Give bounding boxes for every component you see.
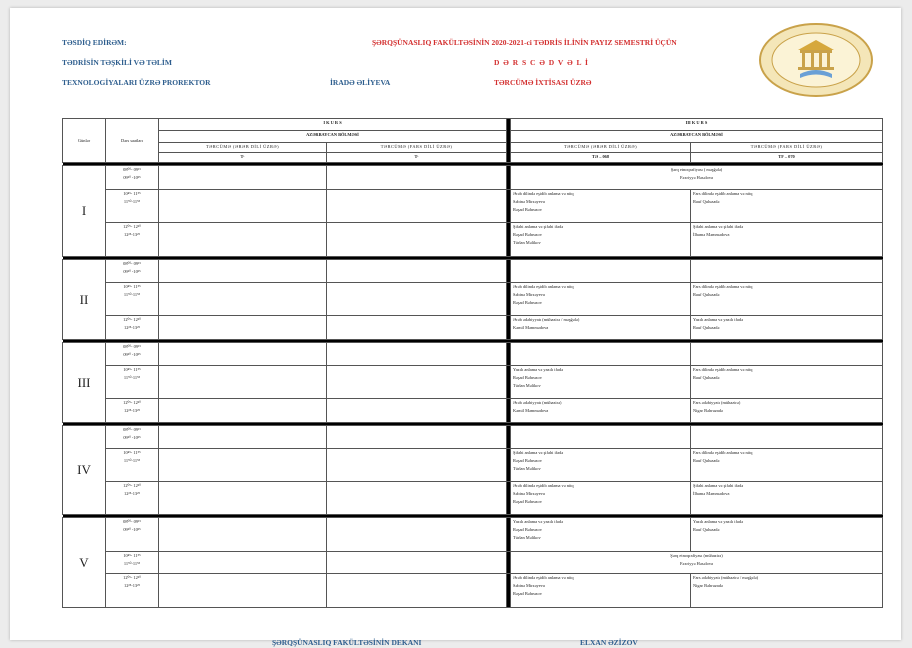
course3-fars-cell [691, 283, 883, 316]
course3-fars-cell [691, 343, 883, 366]
cell-line: Nigar Bəhruzadə [693, 583, 723, 588]
cell-line: Şərq etnoqrafiyası ( məşğələ) [670, 167, 723, 172]
course3-merged-cell [511, 552, 883, 574]
cell-line: Şərq etnoqrafiyası (mühazirə) [670, 553, 723, 558]
schedule-subtitle: D Ə R S C Ə D V Ə L İ [494, 58, 589, 67]
time-slot [106, 552, 159, 574]
cell-line: Səbinə Mirzəyeva [513, 199, 545, 204]
course3-merged-cell [511, 166, 883, 190]
group-code: TƏ – 068 [511, 153, 691, 163]
org-line: TƏDRİSİN TƏŞKİLİ VƏ TƏLİM [62, 58, 172, 67]
course1-fars-cell [327, 399, 507, 423]
cell-line: Fars dilində eşidib anlama və nitq [693, 284, 753, 289]
time-end: 12²⁵-13²⁵ [124, 583, 140, 588]
course1-fars-cell [327, 223, 507, 257]
cell-line: Rəşad Bəhruzov [513, 527, 542, 532]
cell-line: Fars ədəbiyyatı (mühazirə / məşğələ) [693, 575, 759, 580]
cell-line: İlhamə Məmmədova [693, 232, 730, 237]
course1-fars-cell [327, 552, 507, 574]
time-start: 12⁰⁵- 12²⁰ [123, 483, 141, 488]
course3-arab-cell [511, 316, 691, 340]
cell-line: Fars dilində eşidib anlama və nitq [693, 191, 753, 196]
table-row [63, 449, 883, 482]
table-row [63, 343, 883, 366]
cell-line: Rəşad Bəhruzov [513, 458, 542, 463]
course-1-header: I K U R S [159, 119, 507, 131]
time-start: 12⁰⁵- 12²⁰ [123, 224, 141, 229]
specialty-header: TƏRCÜMƏ (FARS DİLİ ÜZRƏ) [327, 143, 507, 153]
cell-line: Kəmil Məmmədova [513, 408, 549, 413]
course3-fars-cell [691, 574, 883, 608]
time-end: 12²⁵-13²⁵ [124, 232, 140, 237]
cell-line: Rauf Quluzadə [693, 458, 720, 463]
course1-arab-cell [159, 552, 327, 574]
time-end: 11⁵⁰-11⁵⁵ [123, 292, 141, 297]
cell-line: Türlan Məlikov [513, 535, 541, 540]
course-3-header: III K U R S [511, 119, 883, 131]
cell-line: Yazılı anlama və yazılı ifadə [513, 519, 564, 524]
specialty-header: TƏRCÜMƏ (FARS DİLİ ÜZRƏ) [691, 143, 883, 153]
cell-line: Fəxriyyə Həsəlova [679, 561, 714, 566]
cell-line: Ərəb dilində eşidib anlama və nitq [513, 191, 574, 196]
time-slot [106, 316, 159, 340]
group-code: T- [159, 153, 327, 163]
time-slot [106, 223, 159, 257]
cell-line: Fars dilində eşidib anlama və nitq [693, 367, 753, 372]
course3-fars-cell [691, 260, 883, 283]
course1-fars-cell [327, 166, 507, 190]
time-end: 11⁵⁰-11⁵⁵ [123, 375, 141, 380]
cell-line: Rauf Quluzadə [693, 199, 720, 204]
schedule-title: ŞƏRQŞÜNASLIQ FAKÜLTƏSİNİN 2020-2021-ci TƏDRİS İLİNİN PAYIZ SEMESTRİ ÜÇÜN [372, 38, 677, 47]
course1-fars-cell [327, 316, 507, 340]
course3-fars-cell [691, 449, 883, 482]
course3-fars-cell [691, 482, 883, 515]
time-start: 08⁰⁰- 09¹⁵ [123, 167, 141, 172]
cell-line: Türlan Məlikov [513, 240, 541, 245]
course3-arab-cell [511, 426, 691, 449]
course1-arab-cell [159, 316, 327, 340]
course1-arab-cell [159, 518, 327, 552]
course3-arab-cell [511, 482, 691, 515]
day-label: III [63, 343, 106, 423]
cell-line: Ərəb dilində eşidib anlama və nitq [513, 284, 574, 289]
time-start: 12⁰⁵- 12²⁰ [123, 400, 141, 405]
cell-line: Yazılı anlama və yazılı ifadə [693, 317, 744, 322]
col-day-header: Günlər [63, 119, 106, 163]
time-slot [106, 283, 159, 316]
time-end: 12²⁵-13²⁵ [124, 408, 140, 413]
cell-line: Yazılı anlama və yazılı ifadə [513, 367, 564, 372]
course1-arab-cell [159, 343, 327, 366]
time-end: 11⁵⁰-11⁵⁵ [123, 199, 141, 204]
faculty-logo [758, 22, 874, 98]
cell-line: Səbinə Mirzəyeva [513, 292, 545, 297]
course1-arab-cell [159, 260, 327, 283]
cell-line: Ərəb ədəbiyyatı (mühazirə / məşğələ) [513, 317, 580, 322]
cell-line: İlhamə Məmmədova [693, 491, 730, 496]
course3-arab-cell [511, 283, 691, 316]
course1-fars-cell [327, 518, 507, 552]
time-end: 11⁵⁰-11⁵⁵ [123, 561, 141, 566]
cell-line: Rəşad Bəhruzov [513, 375, 542, 380]
course1-fars-cell [327, 426, 507, 449]
course3-arab-cell [511, 223, 691, 257]
time-start: 10⁴⁵- 11⁵⁵ [123, 284, 141, 289]
day-label: V [63, 518, 106, 608]
cell-line: Türlan Məlikov [513, 383, 541, 388]
time-end: 12²⁵-13²⁵ [124, 325, 140, 330]
course3-fars-cell [691, 518, 883, 552]
cell-line: Rauf Quluzadə [693, 375, 720, 380]
course1-arab-cell [159, 449, 327, 482]
table-row [63, 316, 883, 340]
cell-line: Şifahi anlama və şifahi ifadə [693, 483, 744, 488]
table-row [63, 552, 883, 574]
course3-fars-cell [691, 426, 883, 449]
course3-arab-cell [511, 366, 691, 399]
course3-fars-cell [691, 223, 883, 257]
table-row [63, 518, 883, 552]
cell-line: Fars dilində eşidib anlama və nitq [693, 450, 753, 455]
course1-arab-cell [159, 283, 327, 316]
course3-fars-cell [691, 316, 883, 340]
group-code: T- [327, 153, 507, 163]
group-code: TF – 070 [691, 153, 883, 163]
course1-fars-cell [327, 283, 507, 316]
cell-line: Rauf Quluzadə [693, 292, 720, 297]
course1-arab-cell [159, 399, 327, 423]
table-row [63, 283, 883, 316]
table-row [63, 223, 883, 257]
course1-arab-cell [159, 366, 327, 399]
day-label: II [63, 260, 106, 340]
time-start: 08⁰⁰- 09¹⁵ [123, 519, 141, 524]
time-start: 08⁰⁰- 09¹⁵ [123, 344, 141, 349]
course1-arab-cell [159, 574, 327, 608]
cell-line: Rəşad Bəhruzov [513, 300, 542, 305]
cell-line: Ərəb dilində eşidib anlama və nitq [513, 483, 574, 488]
department-1-header: AZƏRBAYCAN BÖLMƏSİ [159, 131, 507, 143]
time-start: 12⁰⁵- 12²⁰ [123, 317, 141, 322]
time-slot [106, 449, 159, 482]
prorector-line: TEXNOLOGİYALARI ÜZRƏ PROREKTOR [62, 78, 211, 87]
table-row [63, 574, 883, 608]
course3-arab-cell [511, 518, 691, 552]
course3-arab-cell [511, 574, 691, 608]
cell-line: Rauf Quluzadə [693, 325, 720, 330]
time-slot [106, 366, 159, 399]
table-row [63, 190, 883, 223]
course3-arab-cell [511, 260, 691, 283]
cell-line: Şifahi anlama və şifahi ifadə [693, 224, 744, 229]
cell-line: Fəxriyyə Həsəlova [679, 175, 714, 180]
course1-arab-cell [159, 482, 327, 515]
time-start: 10⁴⁵- 11⁵⁵ [123, 553, 141, 558]
course1-fars-cell [327, 190, 507, 223]
approve-label: TƏSDİQ EDİRƏM: [62, 38, 127, 47]
time-start: 10⁴⁵- 11⁵⁵ [123, 367, 141, 372]
course1-fars-cell [327, 366, 507, 399]
department-3-header: AZƏRBAYCAN BÖLMƏSİ [511, 131, 883, 143]
specialty-label: TƏRCÜMƏ İXTİSASI ÜZRƏ [494, 78, 592, 87]
cell-line: Ərəb dilində eşidib anlama və nitq [513, 575, 574, 580]
time-end: 09²⁰ -10³⁵ [123, 352, 141, 357]
table-row [63, 166, 883, 190]
time-end: 11⁵⁰-11⁵⁵ [123, 458, 141, 463]
time-start: 08⁰⁰- 09¹⁵ [123, 261, 141, 266]
time-slot [106, 166, 159, 190]
time-start: 08⁰⁰- 09¹⁵ [123, 427, 141, 432]
course3-arab-cell [511, 190, 691, 223]
course3-arab-cell [511, 399, 691, 423]
course1-fars-cell [327, 449, 507, 482]
cell-line: Şifahi anlama və şifahi ifadə [513, 450, 564, 455]
course3-fars-cell [691, 366, 883, 399]
course1-fars-cell [327, 482, 507, 515]
day-label: I [63, 166, 106, 257]
course1-arab-cell [159, 223, 327, 257]
time-slot [106, 190, 159, 223]
cell-line: Yazılı anlama və yazılı ifadə [693, 519, 744, 524]
course1-fars-cell [327, 574, 507, 608]
cell-line: Ərəb ədəbiyyatı (mühazirə) [513, 400, 562, 405]
cell-line: Rəşad Bəhruzov [513, 232, 542, 237]
cell-line: Nigar Bəhruzadə [693, 408, 723, 413]
time-slot [106, 260, 159, 283]
day-label: IV [63, 426, 106, 515]
table-row [63, 426, 883, 449]
specialty-header: TƏRCÜMƏ (ƏRƏB DİLİ ÜZRƏ) [511, 143, 691, 153]
course1-fars-cell [327, 343, 507, 366]
cell-line: Rəşad Bəhruzov [513, 591, 542, 596]
cell-line: Səbinə Mirzəyeva [513, 583, 545, 588]
time-slot [106, 574, 159, 608]
dean-title: ŞƏRQŞÜNASLIQ FAKÜLTƏSİNİN DEKANI [272, 638, 422, 647]
course1-arab-cell [159, 426, 327, 449]
time-slot [106, 399, 159, 423]
dean-name: ELXAN ƏZİZOV [580, 638, 638, 647]
course3-fars-cell [691, 190, 883, 223]
course1-arab-cell [159, 190, 327, 223]
table-row [63, 482, 883, 515]
cell-line: Türlan Məlikov [513, 466, 541, 471]
time-slot [106, 518, 159, 552]
cell-line: Fars ədəbiyyatı (mühazirə) [693, 400, 741, 405]
specialty-header: TƏRCÜMƏ (ƏRƏB DİLİ ÜZRƏ) [159, 143, 327, 153]
time-end: 09²⁰ -10³⁵ [123, 269, 141, 274]
col-time-header: Dərs saatları [106, 119, 159, 163]
schedule-table [62, 118, 883, 608]
cell-line: Şifahi anlama və şifahi ifadə [513, 224, 564, 229]
time-start: 10⁴⁵- 11⁵⁵ [123, 191, 141, 196]
document-page [10, 8, 901, 647]
time-start: 12⁰⁵- 12²⁰ [123, 575, 141, 580]
prorector-name: İRADƏ ƏLİYEVA [330, 78, 391, 87]
time-end: 12²⁵-13²⁵ [124, 491, 140, 496]
time-start: 10⁴⁵- 11⁵⁵ [123, 450, 141, 455]
cell-line: Rauf Quluzadə [693, 527, 720, 532]
course1-arab-cell [159, 166, 327, 190]
cell-line: Səbinə Mirzəyeva [513, 491, 545, 496]
course3-arab-cell [511, 343, 691, 366]
table-row [63, 260, 883, 283]
course3-arab-cell [511, 449, 691, 482]
time-end: 09²⁰ -10³⁵ [123, 527, 141, 532]
time-slot [106, 343, 159, 366]
time-slot [106, 426, 159, 449]
course3-fars-cell [691, 399, 883, 423]
cell-line: Rəşad Bəhruzov [513, 499, 542, 504]
cell-line: Rəşad Bəhruzov [513, 207, 542, 212]
time-end: 09²⁰ -10³⁵ [123, 435, 141, 440]
cell-line: Kəmil Məmmədova [513, 325, 549, 330]
time-slot [106, 482, 159, 515]
table-row [63, 366, 883, 399]
time-end: 09²⁰ -10³⁵ [123, 175, 141, 180]
course1-fars-cell [327, 260, 507, 283]
table-row [63, 399, 883, 423]
